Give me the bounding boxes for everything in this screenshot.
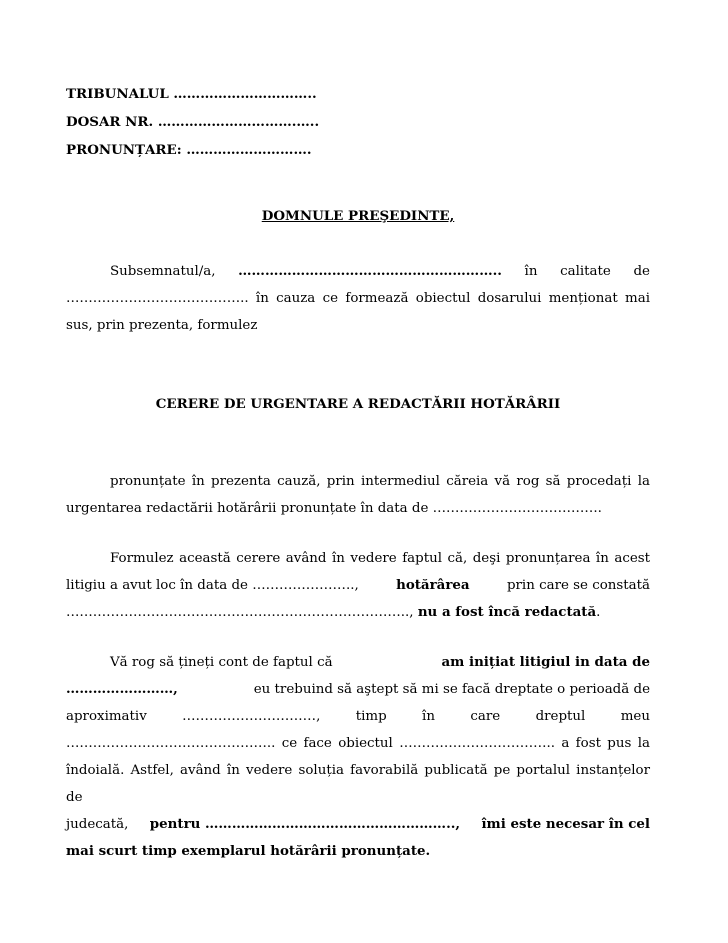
tribunal-line: TRIBUNALUL ………………………….. xyxy=(66,86,317,102)
p3-line-2: ……………………, eu trebuind să aştept să mi se facă dreptate o perioadă de xyxy=(66,681,650,697)
paragraph-3 xyxy=(66,649,650,865)
p3-line-5: îndoială. Astfel, având în vedere soluția favorabilă publicată pe portalul instanțelor de xyxy=(66,763,650,805)
p2-line-3: ………………………………………………………………….., nu a fost încă redactată. xyxy=(66,604,601,620)
dosar-line: DOSAR NR. ………………………….….. xyxy=(66,114,320,130)
p3-line-7: mai scurt timp exemplarul hotărârii pronunțate. xyxy=(66,843,431,859)
intro-line-3: sus, prin prezenta, formulez xyxy=(66,318,258,333)
p3-line-4: ……………………………………….. ce face obiectul …………………………….. a fost pus la xyxy=(66,736,650,751)
p2-line-1: Formulez această cerere având în vedere faptul că, deşi pronunțarea în acest xyxy=(110,551,650,566)
p2-line-2: litigiu a avut loc în data de ………………….., hotărârea prin care se constată xyxy=(66,577,650,593)
p1-line-2: urgentarea redactării hotărârii pronunțate în data de ……………………………….. xyxy=(66,501,602,516)
p3-line-3: aproximativ …………………………, timp în care dreptul meu xyxy=(66,709,650,724)
intro-line-2: ………………………………….. în cauza ce formează obiectul dosarului menționat mai xyxy=(66,291,650,306)
p3-line-1: Vă rog să țineți cont de faptul că am inițiat litigiul in data de xyxy=(110,654,650,670)
paragraph-2 xyxy=(66,545,650,626)
intro-paragraph xyxy=(66,258,650,339)
salutation: DOMNULE PREŞEDINTE, xyxy=(261,208,455,224)
p3-line-6: judecată, pentru ……………………………………………….., îmi este necesar în cel xyxy=(66,816,650,832)
p1-line-1: pronunțate în prezenta cauză, prin intermediul căreia vă rog să procedați la xyxy=(110,474,650,489)
request-title: CERERE DE URGENTARE A REDACTĂRII HOTĂRÂRII xyxy=(155,396,561,412)
pronuntare-line: PRONUNȚARE: ………………………. xyxy=(66,142,312,158)
paragraph-1 xyxy=(66,468,650,522)
intro-line-1: Subsemnatul/a, ………………………………………………….. în calitate de xyxy=(110,263,650,279)
